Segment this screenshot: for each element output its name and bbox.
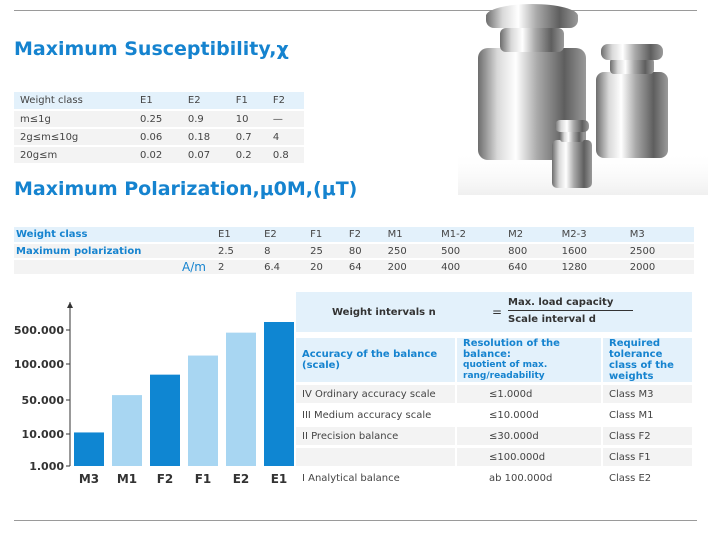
table-cell: 0.02 — [134, 146, 182, 164]
table-cell: 0.18 — [182, 128, 230, 146]
header-cell: E2 — [260, 227, 306, 243]
table-cell: Class M1 — [602, 405, 692, 426]
bar-m3 — [74, 432, 104, 466]
table-cell: 0.06 — [134, 128, 182, 146]
table-header-row — [14, 227, 694, 243]
calibration-weights-image — [458, 0, 708, 195]
table-cell: 2500 — [626, 243, 694, 259]
x-tick-label: E1 — [270, 472, 288, 486]
table-cell: 500 — [437, 243, 504, 259]
table-cell: 2000 — [626, 259, 694, 275]
table-cell: ab 100.000d — [456, 468, 602, 489]
table-cell: 6.4 — [260, 259, 306, 275]
x-tick-label: M3 — [78, 472, 100, 486]
table-cell: 20 — [306, 259, 345, 275]
table-row — [14, 259, 694, 275]
table-cell: ≤10.000d — [456, 405, 602, 426]
table-cell: 0.9 — [182, 110, 230, 128]
table-cell: 800 — [504, 243, 557, 259]
header-cell: Weight class — [14, 92, 134, 110]
header-cell: E1 — [134, 92, 182, 110]
table-cell: 0.25 — [134, 110, 182, 128]
header-cell — [456, 338, 602, 384]
table-cell: 2.5 — [214, 243, 260, 259]
header-cell: F2 — [267, 92, 304, 110]
header-cell: F1 — [230, 92, 267, 110]
x-tick-label: E2 — [232, 472, 250, 486]
resolution-subheader: quotient of max. rang/readability — [463, 360, 548, 381]
y-tick-label: 10.000 — [21, 428, 64, 441]
table-cell: ≤100.000d — [456, 447, 602, 468]
table-row — [296, 384, 692, 405]
table-cell: ≤30.000d — [456, 426, 602, 447]
table-cell: 20g≤m — [14, 146, 134, 164]
table-header-row — [14, 92, 304, 110]
equals-sign: = — [492, 305, 503, 319]
header-cell: E2 — [182, 92, 230, 110]
table-cell: 80 — [345, 243, 384, 259]
bottom-rule — [14, 520, 697, 521]
y-tick-label: 500.000 — [13, 324, 64, 337]
table-cell: 0.7 — [230, 128, 267, 146]
table-cell: 10 — [230, 110, 267, 128]
table-cell: — — [267, 110, 304, 128]
table-cell: 640 — [504, 259, 557, 275]
table-cell: III Medium accuracy scale — [296, 405, 456, 426]
table-header-row — [296, 338, 692, 384]
weight-intervals-box — [296, 292, 692, 332]
header-cell: Weight class — [14, 227, 214, 243]
x-tick-label: F1 — [194, 472, 212, 486]
polarization-title: Maximum Polarization,μ0M,(μT) — [14, 178, 358, 200]
header-cell: M3 — [626, 227, 694, 243]
weight-class-bar-chart — [0, 290, 295, 500]
table-row — [296, 426, 692, 447]
bar-e2 — [226, 333, 256, 466]
susceptibility-table — [14, 92, 304, 165]
table-row — [14, 243, 694, 259]
table-cell: IV Ordinary accuracy scale — [296, 384, 456, 405]
table-cell: 1600 — [558, 243, 626, 259]
medium-weight — [596, 44, 668, 158]
table-cell: 0.2 — [230, 146, 267, 164]
weight-intervals-label: Weight intervals n — [332, 307, 436, 318]
table-cell: 2 — [214, 259, 260, 275]
header-cell: E1 — [214, 227, 260, 243]
bar-e1 — [264, 322, 294, 466]
y-tick-label: 1.000 — [29, 460, 64, 473]
y-axis-arrow — [67, 302, 73, 308]
table-cell: I Analytical balance — [296, 468, 456, 489]
bar-m1 — [112, 395, 142, 466]
table-row — [14, 128, 304, 146]
header-cell: M2 — [504, 227, 557, 243]
table-cell: 25 — [306, 243, 345, 259]
table-cell: 200 — [384, 259, 437, 275]
x-tick-label: F2 — [156, 472, 174, 486]
table-cell: Class F1 — [602, 447, 692, 468]
table-cell: 250 — [384, 243, 437, 259]
table-row — [14, 146, 304, 164]
y-tick-label: 100.000 — [13, 358, 64, 371]
table-cell — [296, 447, 456, 468]
x-tick-label: M1 — [116, 472, 138, 486]
table-cell: ≤1.000d — [456, 384, 602, 405]
table-cell: Class M3 — [602, 384, 692, 405]
header-cell: M1 — [384, 227, 437, 243]
bar-f1 — [188, 356, 218, 466]
weight-intervals-fraction — [508, 297, 633, 325]
header-cell: F1 — [306, 227, 345, 243]
fraction-numerator: Max. load capacity — [508, 297, 633, 311]
table-cell: 400 — [437, 259, 504, 275]
polarization-table — [14, 227, 694, 276]
header-cell: M2-3 — [558, 227, 626, 243]
table-cell: 0.8 — [267, 146, 304, 164]
accuracy-table — [296, 292, 692, 490]
fraction-denominator: Scale interval d — [508, 314, 596, 325]
table-row — [296, 468, 692, 489]
row-label: Maximum polarization — [14, 243, 214, 259]
accuracy-grid — [296, 338, 692, 490]
table-row — [296, 405, 692, 426]
table-cell: 1280 — [558, 259, 626, 275]
table-cell: 64 — [345, 259, 384, 275]
table-cell: Class F2 — [602, 426, 692, 447]
table-cell: 8 — [260, 243, 306, 259]
resolution-header: Resolution of the balance: — [463, 338, 560, 360]
susceptibility-title: Maximum Susceptibility,χ — [14, 38, 289, 60]
bar-f2 — [150, 375, 180, 466]
table-cell: 0.07 — [182, 146, 230, 164]
table-cell: m≤1g — [14, 110, 134, 128]
header-cell: Accuracy of the balance (scale) — [296, 338, 456, 384]
y-tick-label: 50.000 — [21, 394, 64, 407]
small-weight — [552, 120, 592, 188]
table-row — [296, 447, 692, 468]
table-cell: II Precision balance — [296, 426, 456, 447]
table-cell: 2g≤m≤10g — [14, 128, 134, 146]
table-row — [14, 110, 304, 128]
header-cell: Required tolerance class of the weights — [602, 338, 692, 384]
unit-label: A/m — [14, 259, 214, 275]
table-cell: 4 — [267, 128, 304, 146]
header-cell: F2 — [345, 227, 384, 243]
header-cell: M1-2 — [437, 227, 504, 243]
table-cell: Class E2 — [602, 468, 692, 489]
